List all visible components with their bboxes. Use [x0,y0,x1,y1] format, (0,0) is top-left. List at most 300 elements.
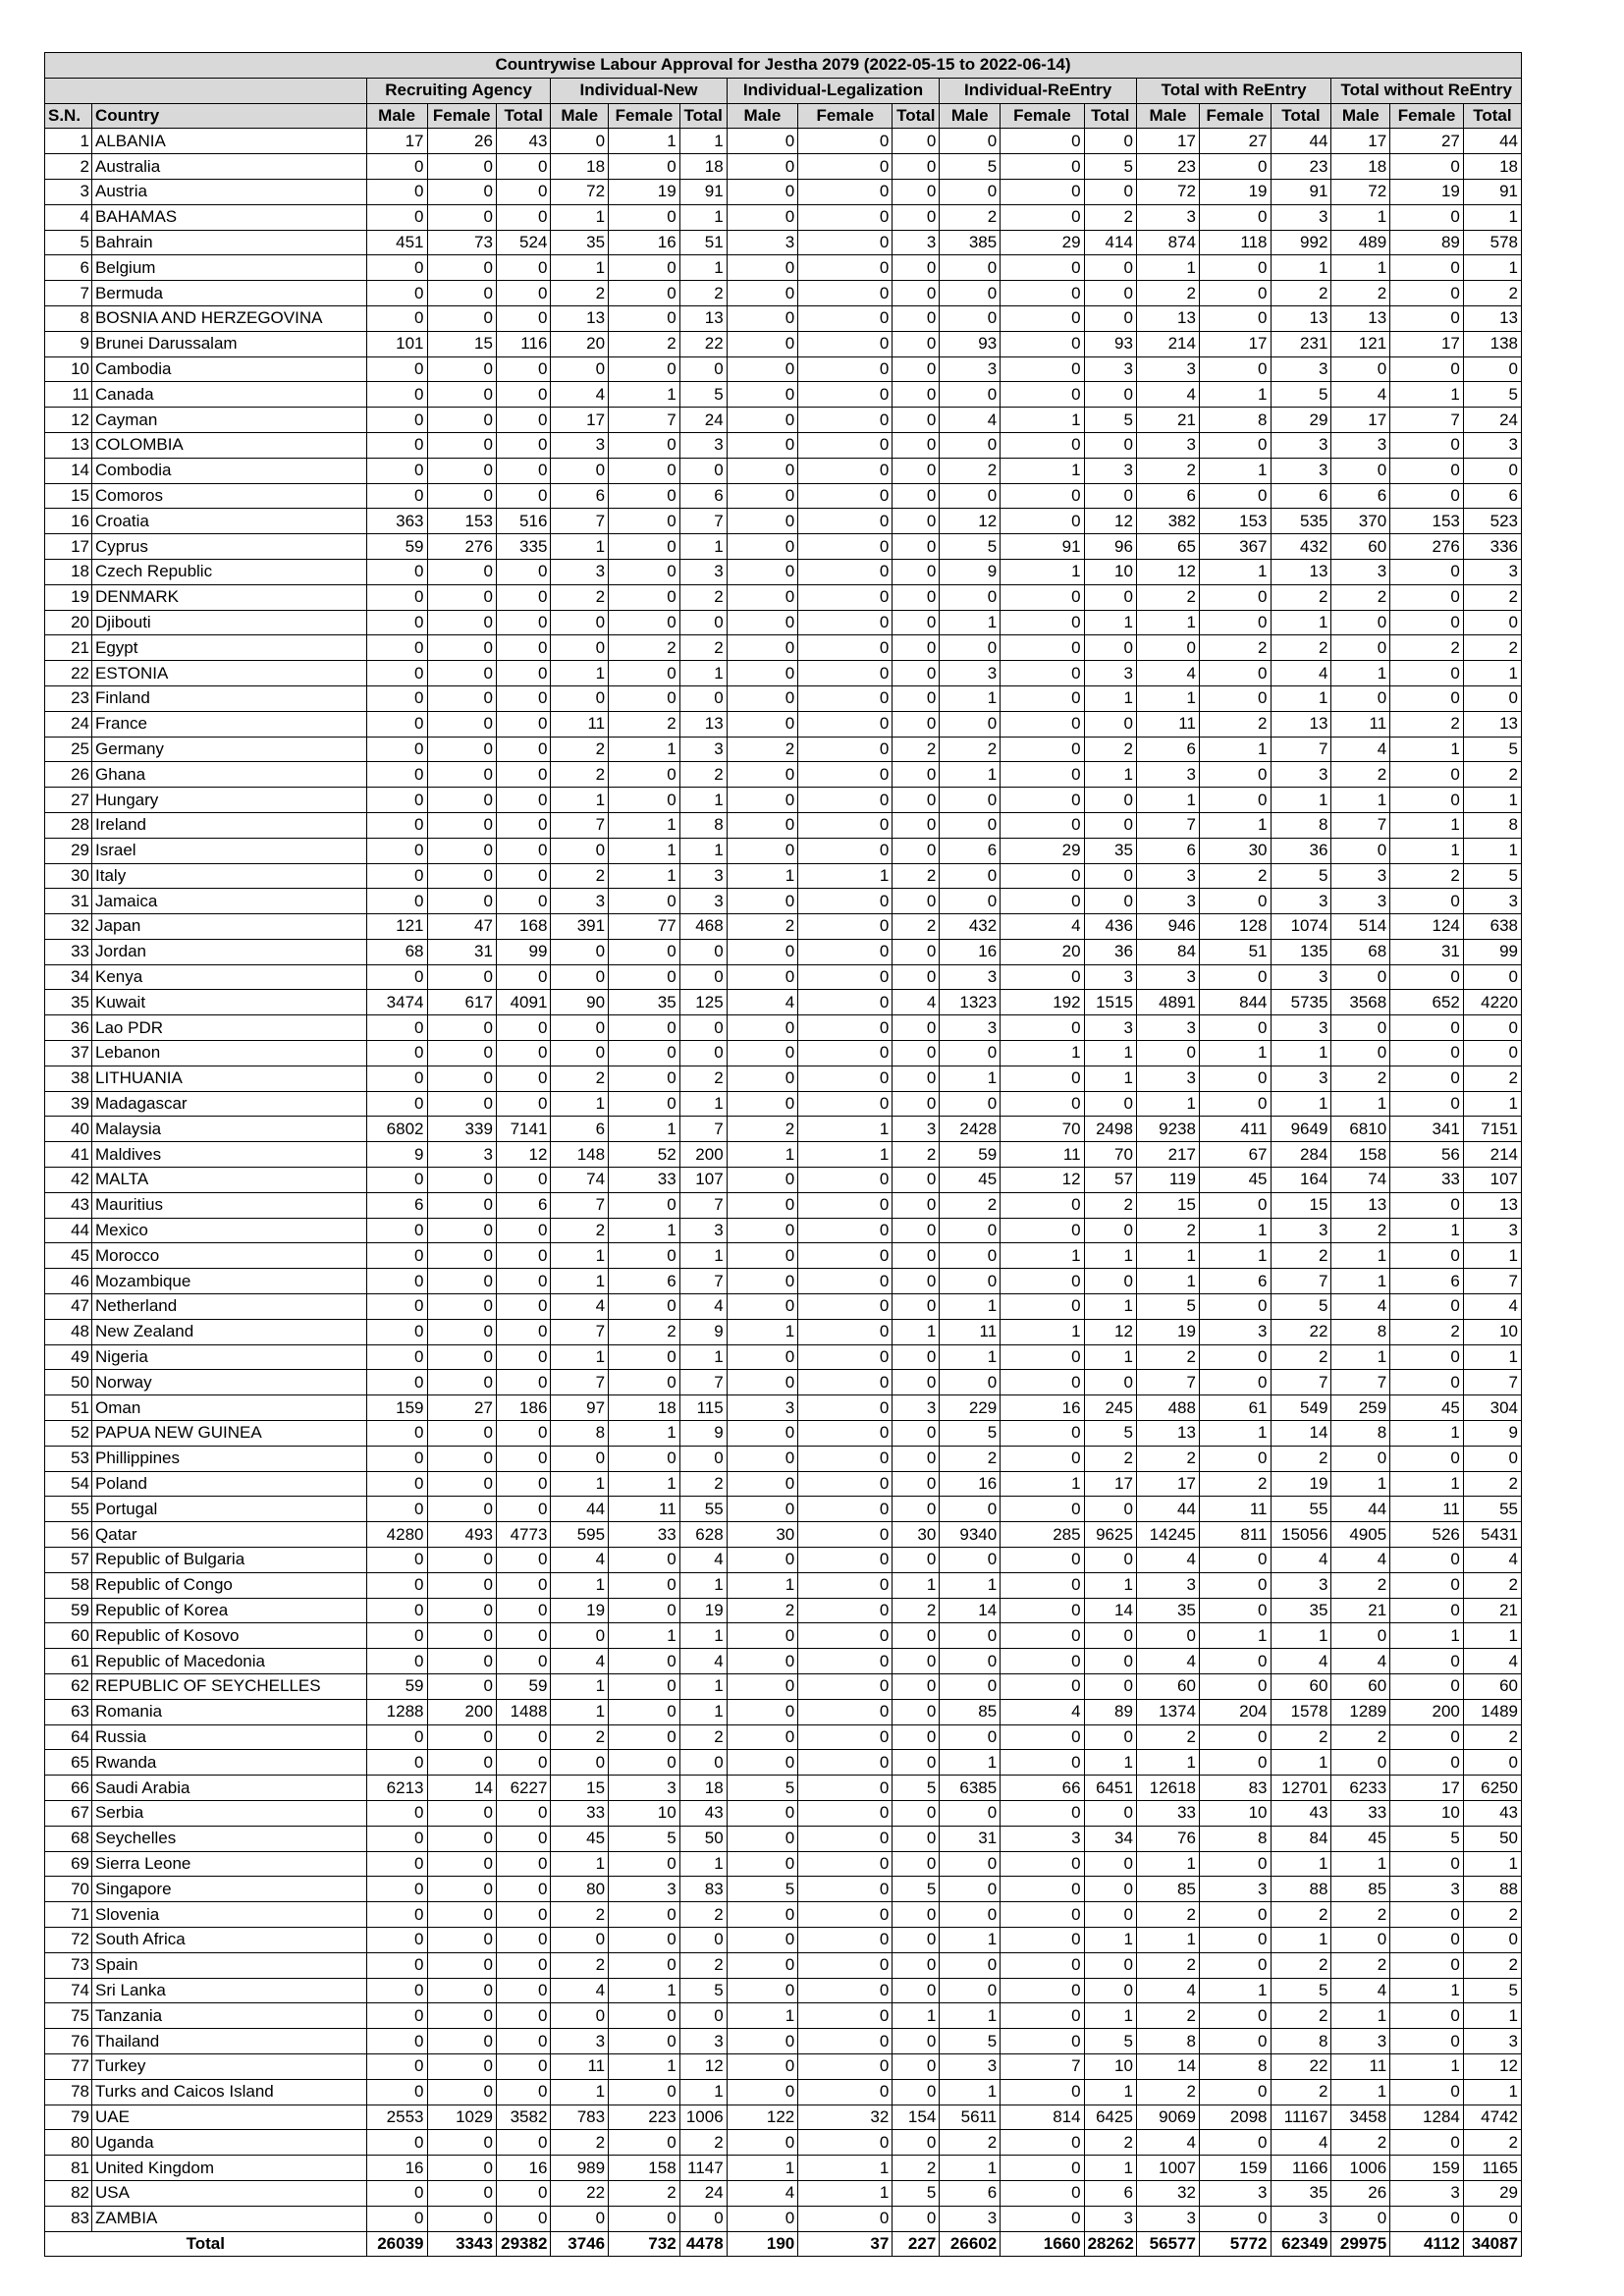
value-cell: 0 [1084,1269,1136,1294]
value-cell: 0 [798,305,893,331]
value-cell: 65 [1136,534,1199,560]
value-cell: 3 [1271,889,1331,914]
table-row [45,1674,1522,1700]
value-cell: 638 [1463,914,1521,940]
value-cell: 44 [1463,129,1521,154]
value-cell: 0 [1390,889,1464,914]
value-cell: 0 [1463,458,1521,483]
value-cell: 1 [1001,1041,1084,1066]
value-cell: 5431 [1463,1522,1521,1548]
value-cell: 17 [1136,1471,1199,1497]
value-cell: 0 [496,1952,550,1978]
value-cell: 414 [1084,230,1136,255]
value-cell: 116 [496,331,550,356]
value-cell: 0 [1084,1902,1136,1928]
country-cell: South Africa [92,1927,367,1952]
value-cell: 2 [551,762,609,788]
value-cell: 43 [1463,1800,1521,1826]
value-cell: 5 [609,1826,680,1851]
value-cell: 0 [1084,1370,1136,1395]
value-cell: 85 [940,1699,1001,1724]
value-cell: 0 [496,1243,550,1269]
value-cell: 56 [1390,1142,1464,1168]
serial-number-cell: 75 [45,2003,92,2029]
value-cell: 0 [727,509,798,534]
value-cell: 0 [427,432,496,458]
value-cell: 0 [366,305,427,331]
value-cell: 12 [940,509,1001,534]
value-cell: 2 [1271,1902,1331,1928]
value-cell: 6250 [1463,1776,1521,1801]
serial-number-cell: 9 [45,331,92,356]
value-cell: 2428 [940,1117,1001,1142]
value-cell: 0 [551,964,609,990]
value-cell: 0 [427,1471,496,1497]
value-cell: 0 [427,1572,496,1598]
country-cell: Rwanda [92,1750,367,1776]
country-cell: Combodia [92,458,367,483]
table-row [45,331,1522,356]
country-cell: BAHAMAS [92,204,367,230]
serial-number-cell: 21 [45,635,92,661]
value-cell: 1 [1463,1344,1521,1370]
value-cell: 45 [940,1168,1001,1193]
value-cell: 0 [1001,509,1084,534]
value-cell: 0 [427,1826,496,1851]
country-cell: REPUBLIC OF SEYCHELLES [92,1674,367,1700]
value-cell: 0 [1001,863,1084,889]
value-cell: 7 [1463,1370,1521,1395]
value-cell: 0 [679,1015,727,1041]
value-cell: 0 [727,154,798,180]
value-cell: 1 [1001,458,1084,483]
value-cell: 385 [940,230,1001,255]
value-cell: 367 [1199,534,1271,560]
value-cell: 0 [893,1724,940,1750]
value-cell: 5 [1136,1294,1199,1320]
value-cell: 1 [798,2156,893,2181]
value-cell: 0 [496,408,550,433]
value-cell: 0 [1001,1370,1084,1395]
value-cell: 12 [1084,509,1136,534]
serial-number-cell: 41 [45,1142,92,1168]
value-cell: 1 [609,1218,680,1243]
value-cell: 0 [1199,2079,1271,2105]
value-cell: 0 [1199,964,1271,990]
value-cell: 5 [1390,1826,1464,1851]
value-cell: 2 [1331,1902,1390,1928]
value-cell: 0 [496,281,550,306]
value-cell: 7 [1331,1370,1390,1395]
value-cell: 0 [366,1497,427,1522]
value-cell: 3 [551,432,609,458]
value-cell: 1 [551,788,609,813]
value-cell: 8 [551,1421,609,1447]
value-cell: 0 [366,1168,427,1193]
value-cell: 0 [1199,305,1271,331]
value-cell: 0 [940,788,1001,813]
value-cell: 0 [496,1497,550,1522]
value-cell: 7 [1001,2053,1084,2079]
value-cell: 0 [551,635,609,661]
value-cell: 0 [1331,356,1390,382]
value-cell: 1 [1390,1421,1464,1447]
column-header-male: Male [1331,103,1390,129]
column-header-total: Total [1271,103,1331,129]
value-cell: 0 [551,356,609,382]
value-cell: 1 [551,1851,609,1877]
value-cell: 0 [366,2003,427,2029]
value-cell: 23 [1271,154,1331,180]
table-row [45,1344,1522,1370]
value-cell: 223 [609,2105,680,2130]
value-cell: 245 [1084,1395,1136,1421]
value-cell: 89 [1084,1699,1136,1724]
value-cell: 0 [940,1902,1001,1928]
value-cell: 5 [679,382,727,408]
value-cell: 0 [427,2156,496,2181]
column-header-female: Female [1199,103,1271,129]
value-cell: 0 [798,1851,893,1877]
country-cell: Malaysia [92,1117,367,1142]
value-cell: 4280 [366,1522,427,1548]
value-cell: 44 [1271,129,1331,154]
value-cell: 0 [427,305,496,331]
value-cell: 0 [551,129,609,154]
value-cell: 0 [727,1978,798,2003]
value-cell: 2 [1463,1952,1521,1978]
value-cell: 0 [366,382,427,408]
value-cell: 6 [366,1192,427,1218]
value-cell: 13 [679,711,727,737]
country-cell: Republic of Kosovo [92,1623,367,1649]
total-value-cell: 3343 [427,2231,496,2257]
value-cell: 363 [366,509,427,534]
value-cell: 7 [551,509,609,534]
value-cell: 9 [679,1319,727,1344]
table-row [45,838,1522,863]
value-cell: 0 [1001,483,1084,509]
value-cell: 0 [893,1674,940,1700]
value-cell: 1 [551,1243,609,1269]
value-cell: 2 [1136,1724,1199,1750]
value-cell: 0 [366,1471,427,1497]
value-cell: 0 [893,179,940,204]
value-cell: 0 [940,1243,1001,1269]
value-cell: 0 [609,685,680,711]
value-cell: 7 [551,1319,609,1344]
value-cell: 11 [1136,711,1199,737]
country-cell: BOSNIA AND HERZEGOVINA [92,305,367,331]
value-cell: 21 [1136,408,1199,433]
value-cell: 0 [427,356,496,382]
value-cell: 1 [1331,1269,1390,1294]
value-cell: 0 [551,2206,609,2231]
serial-number-cell: 77 [45,2053,92,2079]
value-cell: 4091 [496,990,550,1015]
table-row [45,889,1522,914]
value-cell: 20 [1001,939,1084,964]
value-cell: 23 [1136,154,1199,180]
table-row [45,1548,1522,1573]
value-cell: 1 [1271,1927,1331,1952]
value-cell: 2 [940,204,1001,230]
table-row [45,1218,1522,1243]
value-cell: 0 [940,1041,1001,1066]
value-cell: 1 [1331,204,1390,230]
value-cell: 0 [1001,154,1084,180]
value-cell: 0 [609,2206,680,2231]
serial-number-cell: 64 [45,1724,92,1750]
value-cell: 0 [427,1269,496,1294]
value-cell: 5 [893,1776,940,1801]
value-cell: 24 [1463,408,1521,433]
value-cell: 0 [427,584,496,610]
value-cell: 0 [798,1776,893,1801]
value-cell: 0 [496,1471,550,1497]
value-cell: 0 [366,1952,427,1978]
value-cell: 0 [798,356,893,382]
table-row [45,863,1522,889]
group-header: Total without ReEntry [1331,78,1522,103]
value-cell: 0 [609,2130,680,2156]
value-cell: 3 [427,1142,496,1168]
value-cell: 0 [798,230,893,255]
value-cell: 0 [496,1066,550,1091]
value-cell: 7 [551,1370,609,1395]
value-cell: 259 [1331,1395,1390,1421]
value-cell: 7 [1463,1269,1521,1294]
value-cell: 10 [1084,2053,1136,2079]
value-cell: 0 [1390,2079,1464,2105]
value-cell: 35 [1136,1598,1199,1623]
country-cell: ALBANIA [92,129,367,154]
value-cell: 17 [1390,331,1464,356]
value-cell: 5 [893,2180,940,2206]
value-cell: 432 [1271,534,1331,560]
value-cell: 99 [496,939,550,964]
value-cell: 35 [551,230,609,255]
value-cell: 3 [1331,432,1390,458]
value-cell: 2 [1331,762,1390,788]
value-cell: 17 [366,129,427,154]
value-cell: 0 [551,685,609,711]
value-cell: 36 [1271,838,1331,863]
value-cell: 1 [1001,559,1084,584]
value-cell: 2 [1271,584,1331,610]
country-cell: Germany [92,737,367,762]
table-row [45,1370,1522,1395]
value-cell: 0 [940,432,1001,458]
value-cell: 9340 [940,1522,1001,1548]
value-cell: 2 [679,762,727,788]
value-cell: 0 [609,939,680,964]
column-header-female: Female [427,103,496,129]
value-cell: 13 [1271,559,1331,584]
value-cell: 7 [1136,812,1199,838]
value-cell: 2 [1136,1902,1199,1928]
value-cell: 0 [1001,204,1084,230]
value-cell: 0 [609,1598,680,1623]
value-cell: 1 [1271,1091,1331,1117]
value-cell: 121 [366,914,427,940]
value-cell: 0 [893,685,940,711]
value-cell: 0 [1199,2206,1271,2231]
value-cell: 16 [609,230,680,255]
serial-number-cell: 78 [45,2079,92,2105]
value-cell: 0 [798,1674,893,1700]
table-row [45,635,1522,661]
value-cell: 3 [1136,356,1199,382]
value-cell: 29 [1463,2180,1521,2206]
value-cell: 121 [1331,331,1390,356]
table-row [45,1699,1522,1724]
value-cell: 2 [1084,2130,1136,2156]
value-cell: 1 [1084,2156,1136,2181]
serial-number-cell: 59 [45,1598,92,1623]
value-cell: 1 [1271,685,1331,711]
country-cell: Republic of Macedonia [92,1649,367,1674]
value-cell: 0 [1199,2130,1271,2156]
value-cell: 0 [366,1598,427,1623]
table-row [45,559,1522,584]
country-cell: Ghana [92,762,367,788]
value-cell: 0 [366,1649,427,1674]
value-cell: 29 [1271,408,1331,433]
value-cell: 1 [1390,1471,1464,1497]
value-cell: 0 [1463,1446,1521,1471]
value-cell: 3 [1271,1066,1331,1091]
country-cell: Mexico [92,1218,367,1243]
value-cell: 3 [1271,1015,1331,1041]
column-header-country: Country [92,103,367,129]
value-cell: 0 [609,1192,680,1218]
value-cell: 4 [551,1548,609,1573]
value-cell: 0 [727,129,798,154]
serial-number-cell: 76 [45,2029,92,2054]
table-row [45,1497,1522,1522]
value-cell: 0 [1390,1548,1464,1573]
value-cell: 0 [1001,1091,1084,1117]
value-cell: 18 [1463,154,1521,180]
value-cell: 3474 [366,990,427,1015]
value-cell: 32 [798,2105,893,2130]
value-cell: 4 [679,1649,727,1674]
value-cell: 0 [727,458,798,483]
value-cell: 0 [893,1623,940,1649]
value-cell: 0 [366,2079,427,2105]
value-cell: 4 [1001,1699,1084,1724]
value-cell: 1 [1001,1319,1084,1344]
value-cell: 0 [1001,661,1084,686]
value-cell: 12 [496,1142,550,1168]
value-cell: 6 [496,1192,550,1218]
value-cell: 9 [940,559,1001,584]
value-cell: 0 [1199,1015,1271,1041]
value-cell: 8 [1463,812,1521,838]
value-cell: 3568 [1331,990,1390,1015]
value-cell: 4 [679,1548,727,1573]
value-cell: 0 [1390,1015,1464,1041]
group-header: Total with ReEntry [1136,78,1330,103]
value-cell: 72 [1331,179,1390,204]
value-cell: 3 [1136,1015,1199,1041]
value-cell: 97 [551,1395,609,1421]
value-cell: 0 [798,1978,893,2003]
value-cell: 1 [609,863,680,889]
value-cell: 0 [609,1294,680,1320]
value-cell: 2 [1463,1902,1521,1928]
value-cell: 16 [366,2156,427,2181]
value-cell: 1 [679,534,727,560]
value-cell: 2 [551,737,609,762]
value-cell: 0 [1390,661,1464,686]
value-cell: 0 [609,1041,680,1066]
value-cell: 1 [609,1421,680,1447]
value-cell: 0 [551,838,609,863]
value-cell: 0 [427,1421,496,1447]
value-cell: 3 [1271,1218,1331,1243]
value-cell: 1 [727,1572,798,1598]
value-cell: 0 [427,2053,496,2079]
value-cell: 164 [1271,1168,1331,1193]
value-cell: 1 [940,1927,1001,1952]
value-cell: 4 [1136,1548,1199,1573]
value-cell: 3 [1199,2180,1271,2206]
value-cell: 3 [1331,2029,1390,2054]
value-cell: 0 [609,610,680,635]
value-cell: 70 [1084,1142,1136,1168]
value-cell: 0 [366,458,427,483]
value-cell: 0 [1390,1674,1464,1700]
value-cell: 1 [551,1674,609,1700]
value-cell: 17 [1084,1471,1136,1497]
value-cell: 15 [1136,1192,1199,1218]
value-cell: 0 [496,2079,550,2105]
value-cell: 83 [1199,1776,1271,1801]
serial-number-cell: 25 [45,737,92,762]
value-cell: 0 [496,2029,550,2054]
value-cell: 0 [893,762,940,788]
value-cell: 3 [1136,762,1199,788]
value-cell: 0 [1084,812,1136,838]
value-cell: 0 [893,559,940,584]
value-cell: 1 [679,838,727,863]
value-cell: 0 [1390,584,1464,610]
country-cell: Mozambique [92,1269,367,1294]
value-cell: 578 [1463,230,1521,255]
value-cell: 0 [1390,1851,1464,1877]
value-cell: 0 [798,1168,893,1193]
value-cell: 60 [1463,1674,1521,1700]
country-cell: Cambodia [92,356,367,382]
value-cell: 3 [1331,889,1390,914]
value-cell: 1 [1084,1927,1136,1952]
value-cell: 192 [1001,990,1084,1015]
value-cell: 2 [679,1952,727,1978]
serial-number-cell: 68 [45,1826,92,1851]
value-cell: 1 [1463,788,1521,813]
value-cell: 0 [1001,1497,1084,1522]
country-cell: Romania [92,1699,367,1724]
group-header: Individual-New [551,78,727,103]
value-cell: 0 [1001,2130,1084,2156]
value-cell: 0 [893,1446,940,1471]
value-cell: 0 [1390,2206,1464,2231]
value-cell: 16 [940,1471,1001,1497]
value-cell: 60 [1271,1674,1331,1700]
value-cell: 0 [1390,305,1464,331]
